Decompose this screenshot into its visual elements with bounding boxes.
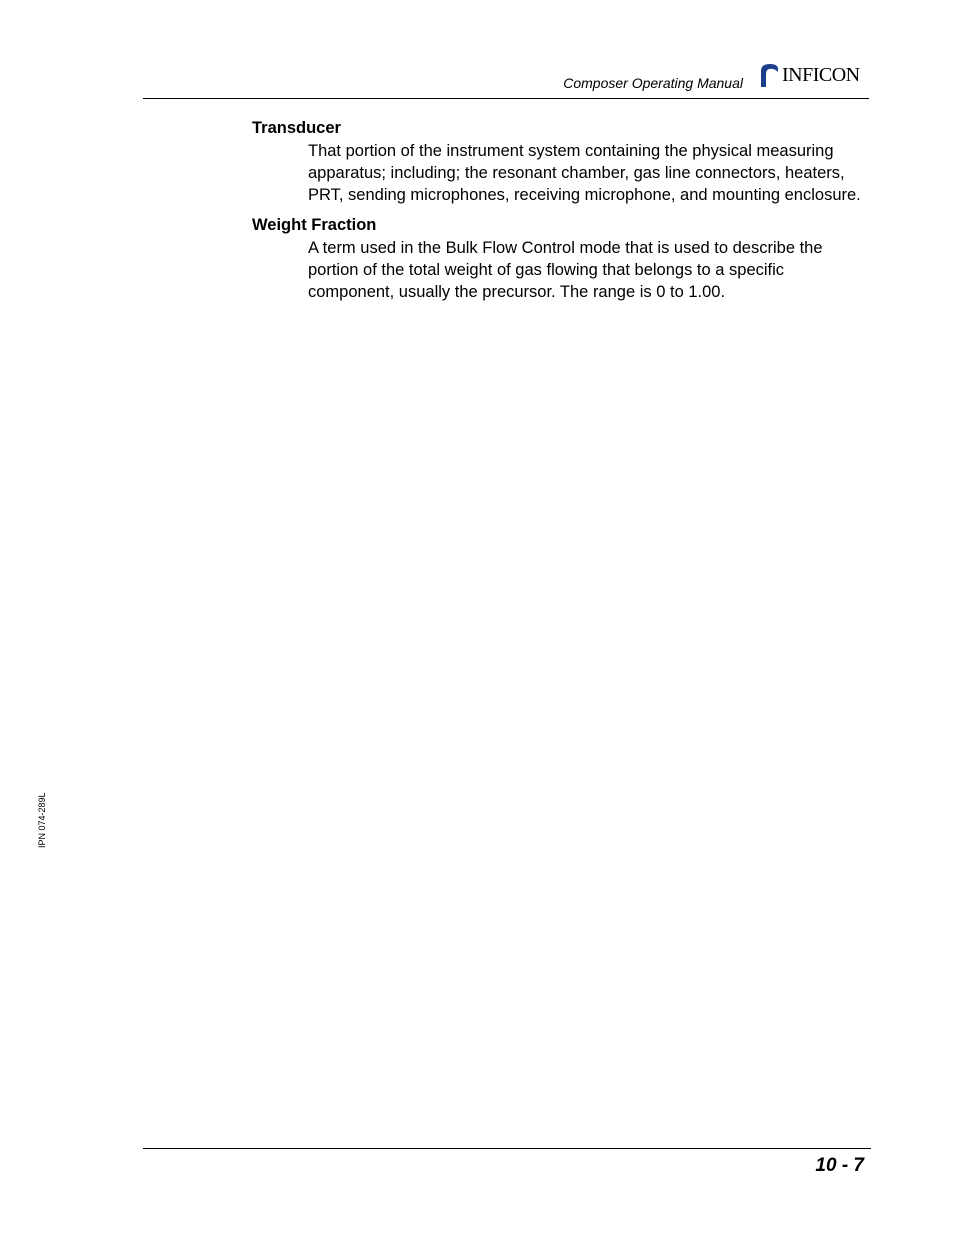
document-part-number: IPN 074-289L xyxy=(37,792,47,848)
glossary-list xyxy=(252,118,872,303)
glossary-definition: That portion of the instrument system containing the physical measuring apparatus; including; the resonant chamber, gas line connectors, heaters, PRT, sending microphones, receiving microphone, and mounting enclosure. xyxy=(308,142,861,204)
logo-wordmark: INFICON xyxy=(782,64,860,86)
inficon-logo xyxy=(759,62,860,88)
logo-mark-icon xyxy=(759,63,779,87)
header-divider xyxy=(143,98,869,99)
manual-title: Composer Operating Manual xyxy=(563,75,743,91)
footer-divider xyxy=(143,1148,871,1149)
glossary-definition: A term used in the Bulk Flow Control mode that is used to describe the portion of the total weight of gas flowing that belongs to a specific component, usually the precursor. The range is 0 to 1.00. xyxy=(308,239,823,301)
page-number: 10 - 7 xyxy=(815,1155,864,1176)
glossary-term: Weight Fraction xyxy=(252,216,377,234)
glossary-entry xyxy=(252,215,872,303)
glossary-term: Transducer xyxy=(252,119,341,137)
glossary-entry xyxy=(252,118,872,206)
